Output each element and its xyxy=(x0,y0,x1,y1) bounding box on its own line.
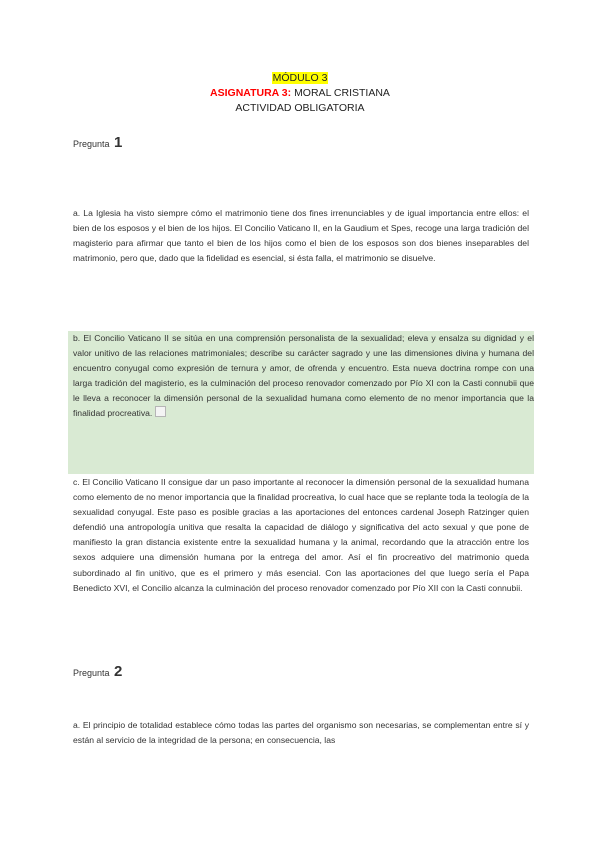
subject-value: MORAL CRISTIANA xyxy=(294,87,390,99)
answer-text: c. El Concilio Vaticano II consigue dar un paso importante al reconocer la dimensión personal de la sexualidad humana como elemento de no menor importancia que la finalidad procreativa, lo cual hace que se replante toda la teología de la sexualidad conyugal. Este paso es posible gracias a las aportaciones del entonces cardenal Joseph Ratzinger quien defendió una antropología unitiva que resalta la capacidad de diálogo y significativa del acto sexual y que pone de manifiesto la gran distancia existente entre la sexualidad humana y la animal, recordando que la atracción entre los sexos adquiere una dimensión humana por la entrega del amor. Así el fin procreativo del matrimonio queda subordinado al fin unitivo, que es el primero y más esencial. Con las aportaciones del que luego sería el Papa Benedicto XVI, el Concilio alcanza la culminación del proceso renovador comenzado por Pío XII con la Casti connubii. xyxy=(73,477,529,593)
answer-checkbox[interactable] xyxy=(155,406,166,417)
question-number: 2 xyxy=(114,663,123,680)
activity-title: ACTIVIDAD OBLIGATORIA xyxy=(235,102,365,114)
answer-option-2a[interactable] xyxy=(73,718,529,748)
answer-text: a. La Iglesia ha visto siempre cómo el matrimonio tiene dos fines irrenunciables y de igual importancia entre ellos: el bien de los esposos y el bien de los hijos. El Concilio Vaticano II, en la Gaudium et Spes, recoge una larga tradición del magisterio para afirmar que tanto el bien de los hijos como el bien de los esposos son dos bienes inseparables del matrimonio, pero que, dado que la fidelidad es esencial, si ésta falla, el matrimonio se disuelve. xyxy=(73,208,529,264)
answer-option-1c[interactable] xyxy=(73,475,529,596)
question-2-label xyxy=(73,663,122,680)
subject-label: ASIGNATURA 3: xyxy=(210,87,292,99)
answer-option-1b-selected[interactable] xyxy=(68,331,534,474)
question-label-text: Pregunta xyxy=(73,668,110,678)
document-header xyxy=(0,71,600,116)
answer-text: a. El principio de totalidad establece cómo todas las partes del organismo son necesarias, se complementan entre sí y están al servicio de la integridad de la persona; en consecuencia, las xyxy=(73,720,529,746)
module-title: MÓDULO 3 xyxy=(272,72,328,84)
answer-option-1a[interactable] xyxy=(73,206,529,266)
question-label-text: Pregunta xyxy=(73,139,110,149)
question-1-label xyxy=(73,134,122,151)
answer-text: b. El Concilio Vaticano II se sitúa en una comprensión personalista de la sexualidad; eleva y ensalza su dignidad y el valor unitivo de las relaciones matrimoniales; describe su carácter sagrado y une las dimensiones divina y humana del encuentro conyugal como expresión de ternura y amor, de ofrenda y encuentro. Esta nueva doctrina rompe con una larga tradición del magisterio, es la culminación del proceso renovador comenzado por Pío XI con la Casti connubii que le lleva a reconocer la dimensión personal de la sexualidad humana como elemento de no menor importancia que la finalidad procreativa. xyxy=(73,333,534,419)
question-number: 1 xyxy=(114,134,123,151)
